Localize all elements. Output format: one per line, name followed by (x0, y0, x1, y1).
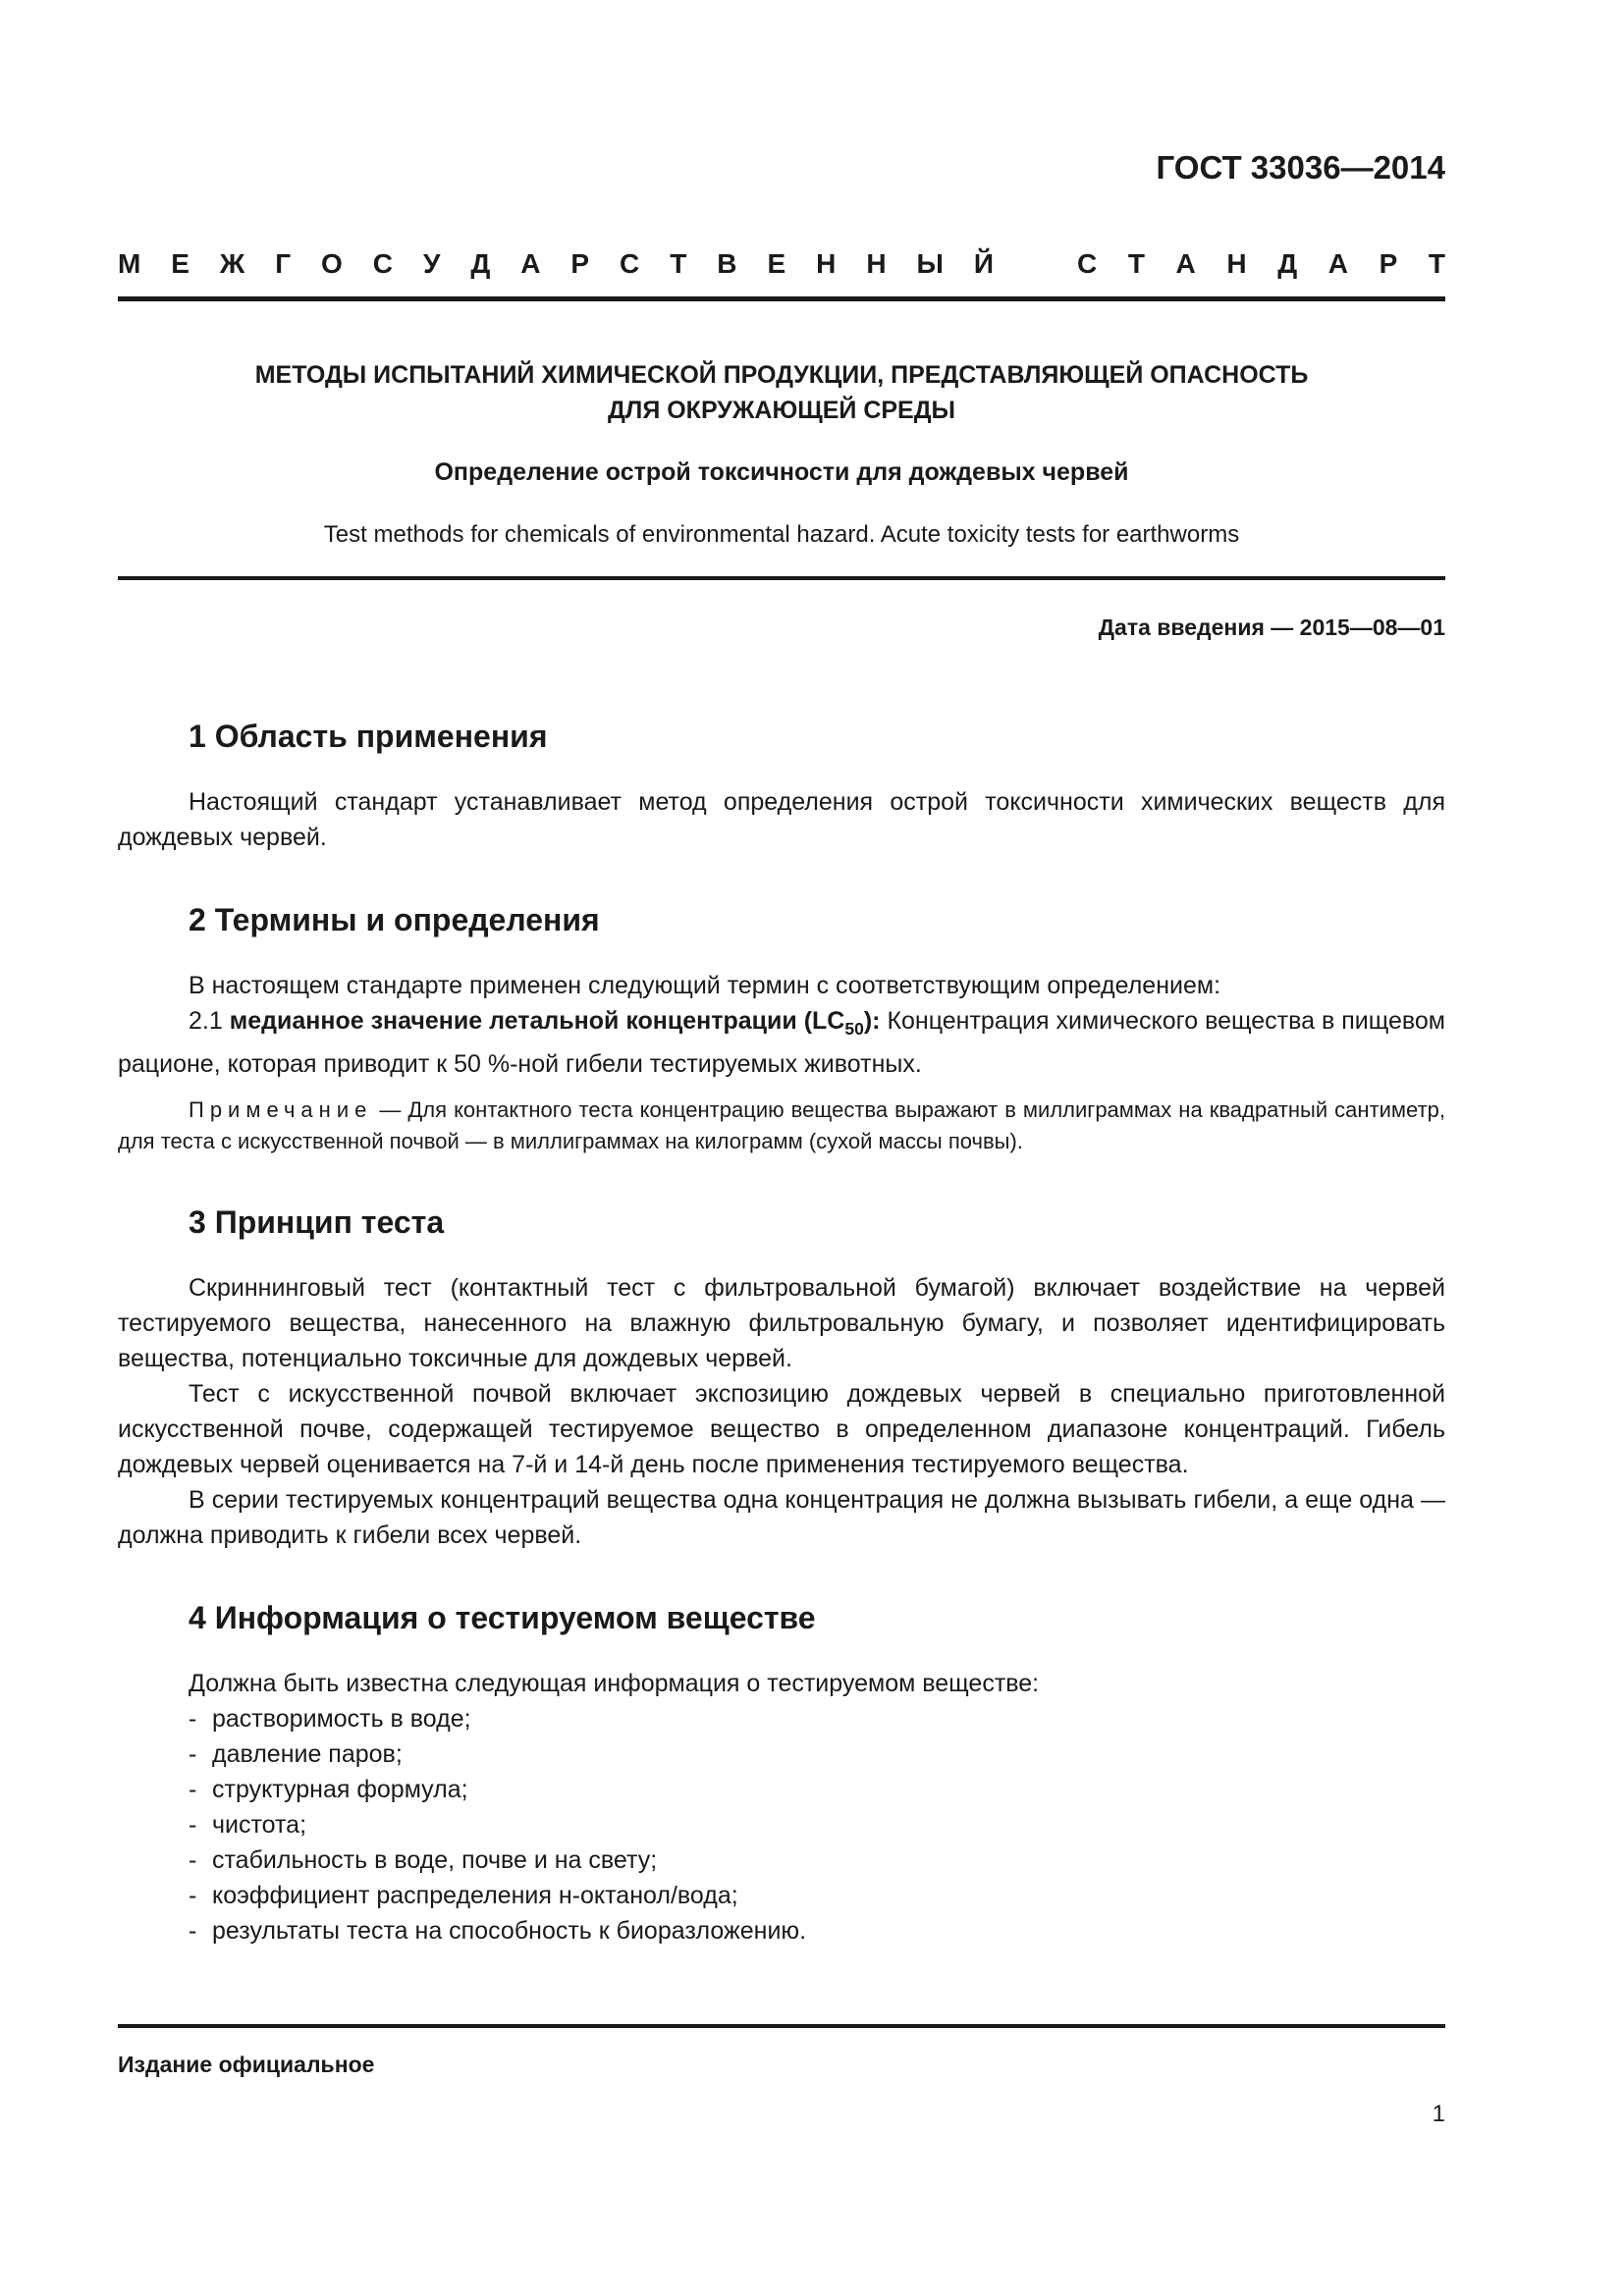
document-subtitle: Определение острой токсичности для дождевых червей (434, 458, 1129, 486)
banner-letter: С (372, 248, 393, 279)
list-item-text: коэффициент распределения н-октанол/вода; (212, 1882, 738, 1909)
banner-letter: У (422, 248, 441, 279)
note-label: Примечание (189, 1097, 373, 1122)
section-heading: 2 Термины и определения (189, 902, 600, 937)
term-name-end: ): (863, 1007, 881, 1035)
list-dash: - (189, 1705, 197, 1733)
document-title (118, 357, 1445, 428)
edition-label: Издание официальное (118, 2052, 375, 2077)
header-divider (118, 296, 1445, 301)
banner-letter: Е (767, 248, 786, 279)
section-principle (118, 1201, 1445, 1553)
banner-letter: Р (570, 248, 590, 279)
list-item (118, 1878, 1445, 1913)
list-item-text: стабильность в воде, почве и на свету; (212, 1846, 658, 1874)
banner-letter: С (1077, 248, 1098, 279)
term-name: медианное значение летальной концентрации (LC (229, 1007, 845, 1035)
list-item (118, 1701, 1445, 1736)
introduction-date: Дата введения — 2015—08—01 (1098, 614, 1445, 640)
list-item-text: структурная формула; (212, 1776, 468, 1803)
banner-letter: Н (1226, 248, 1247, 279)
list-item (118, 1913, 1445, 1949)
paragraph: В настоящем стандарте применен следующий термин с соответствующим определением: (189, 972, 1221, 999)
footer-divider (118, 2024, 1445, 2028)
banner-letter: Ы (916, 248, 944, 279)
term-text: Концентрация химического вещества в пищевом рационе, которая приводит к 50 %-ной гибели тестируемых животных. (118, 1007, 1445, 1078)
banner-letter: М (118, 248, 141, 279)
term-subscript: 50 (844, 1019, 864, 1039)
term-number: 2.1 (189, 1007, 230, 1035)
paragraph: Настоящий стандарт устанавливает метод определения острой токсичности химических веществ для дождевых червей. (118, 788, 1445, 851)
banner-letter: Т (1127, 248, 1145, 279)
banner-word-standard (1077, 248, 1445, 280)
title-line-2: ДЛЯ ОКРУЖАЮЩЕЙ СРЕДЫ (607, 397, 956, 424)
list-item (118, 1807, 1445, 1842)
paragraph: Тест с искусственной почвой включает экспозицию дождевых червей в специально приготовленной искусственной почве, содержащей тестируемое вещество в определенном диапазоне концентраций. Гибель дождевых червей оценивается на 7-й и 14-й день после применения тестируемого вещества. (118, 1380, 1445, 1478)
list-dash: - (189, 1811, 197, 1839)
list-item-text: давление паров; (212, 1740, 403, 1768)
section-terms (118, 898, 1445, 1157)
note-text: — Для контактного теста концентрацию вещества выражают в миллиграммах на квадратный сантиметр, для теста с искусственной почвой — в миллиграммах на килограмм (сухой массы почвы). (118, 1097, 1445, 1153)
paragraph: В серии тестируемых концентраций вещества одна концентрация не должна вызывать гибели, а еще одна — должна приводить к гибели всех червей. (118, 1486, 1445, 1549)
document-number: ГОСТ 33036—2014 (1156, 149, 1445, 186)
list-dash: - (189, 1917, 197, 1945)
banner-letter: О (321, 248, 343, 279)
info-list (118, 1701, 1445, 1949)
banner-letter: Н (816, 248, 837, 279)
note (118, 1095, 1445, 1157)
banner-letter: Й (973, 248, 994, 279)
list-item-text: чистота; (212, 1811, 307, 1839)
term-definition (118, 1003, 1445, 1082)
title-line-1: МЕТОДЫ ИСПЫТАНИЙ ХИМИЧЕСКОЙ ПРОДУКЦИИ, ПРЕДСТАВЛЯЮЩЕЙ ОПАСНОСТЬ (254, 361, 1309, 389)
banner-letter: А (520, 248, 541, 279)
banner-letter: Р (1379, 248, 1398, 279)
interstate-standard-banner (118, 248, 1445, 280)
banner-letter: Д (1277, 248, 1298, 279)
banner-letter: Е (171, 248, 189, 279)
list-dash: - (189, 1846, 197, 1874)
list-item-text: результаты теста на способность к биоразложению. (212, 1917, 807, 1945)
banner-letter: Т (1428, 248, 1445, 279)
banner-letter: Ж (219, 248, 245, 279)
banner-letter: С (620, 248, 640, 279)
section-heading: 4 Информация о тестируемом веществе (189, 1600, 816, 1635)
section-scope (118, 715, 1445, 855)
list-item (118, 1842, 1445, 1878)
section-heading: 1 Область применения (189, 719, 548, 754)
title-divider (118, 576, 1445, 580)
banner-letter: В (717, 248, 737, 279)
list-dash: - (189, 1882, 197, 1909)
document-body (118, 715, 1445, 1992)
english-title: Test methods for chemicals of environmental hazard. Acute toxicity tests for earthworms (323, 521, 1240, 548)
list-dash: - (189, 1740, 197, 1768)
banner-letter: Г (275, 248, 292, 279)
banner-letter: Т (670, 248, 687, 279)
list-item (118, 1772, 1445, 1807)
list-item-text: растворимость в воде; (212, 1705, 471, 1733)
section-substance-info (118, 1596, 1445, 1949)
banner-word-interstate (118, 248, 994, 280)
page-number: 1 (1432, 2101, 1445, 2127)
banner-letter: А (1175, 248, 1196, 279)
paragraph: Должна быть известна следующая информация о тестируемом веществе: (189, 1670, 1040, 1697)
list-dash: - (189, 1776, 197, 1803)
banner-letter: А (1327, 248, 1348, 279)
section-heading: 3 Принцип теста (189, 1204, 445, 1240)
paragraph: Скриннинговый тест (контактный тест с фильтровальной бумагой) включает воздействие на червей тестируемого вещества, нанесенного на влажную фильтровальную бумагу, и позволяет идентифицировать вещества, потенциально токсичные для дождевых червей. (118, 1274, 1445, 1372)
banner-letter: Н (866, 248, 887, 279)
list-item (118, 1736, 1445, 1772)
banner-letter: Д (470, 248, 491, 279)
